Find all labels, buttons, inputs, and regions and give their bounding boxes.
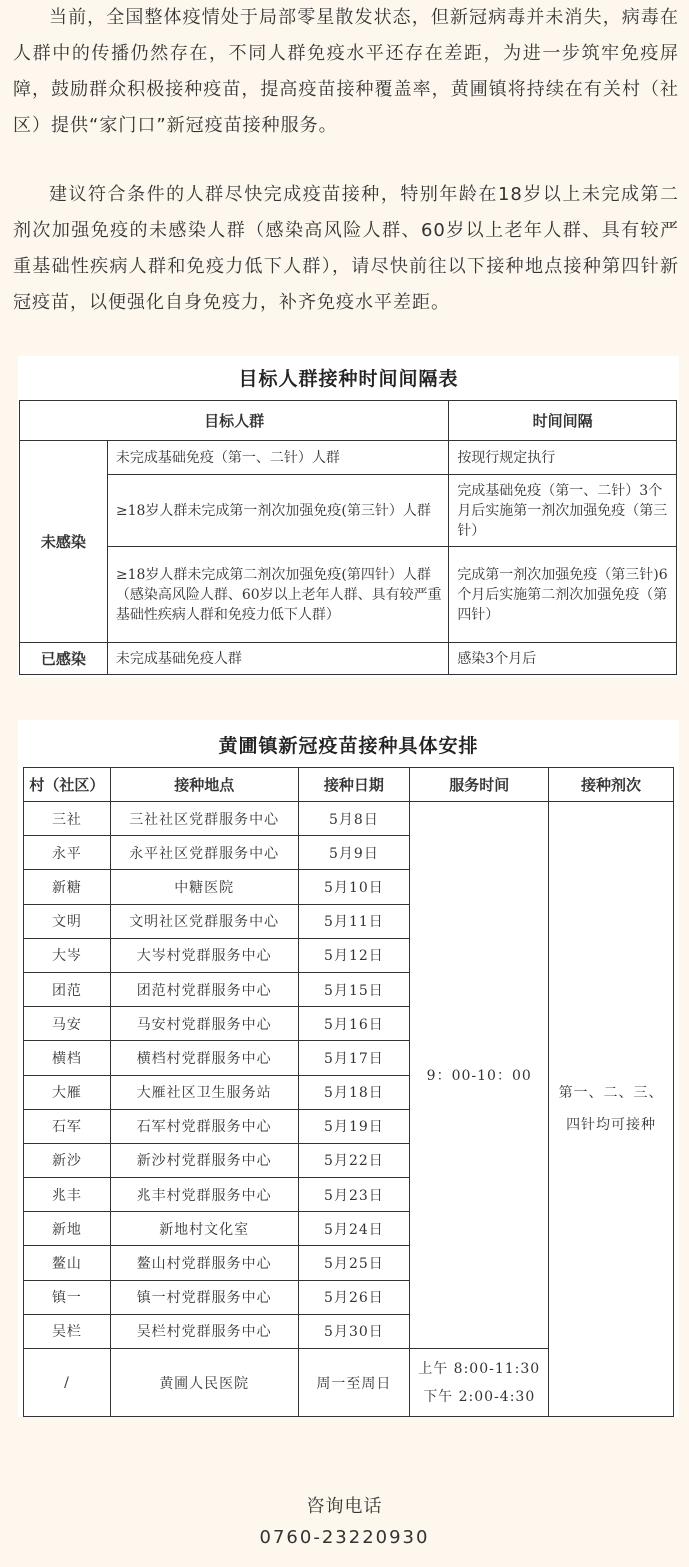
location-cell: 文明社区党群服务中心	[110, 904, 298, 938]
village-cell: 大雁	[24, 1075, 111, 1109]
village-cell: 三社	[24, 802, 111, 836]
date-cell: 周一至周日	[298, 1349, 410, 1417]
header-village: 村（社区）	[24, 768, 111, 802]
interval-cell: 按现行规定执行	[449, 441, 677, 475]
interval-table	[19, 400, 677, 675]
village-cell: 新地	[24, 1212, 111, 1246]
date-cell: 5月17日	[298, 1041, 410, 1075]
village-cell: 马安	[24, 1007, 111, 1041]
schedule-table	[23, 767, 674, 1417]
date-cell: 5月16日	[298, 1007, 410, 1041]
village-cell: 镇一	[24, 1280, 111, 1314]
interval-table-title: 目标人群接种时间间隔表	[238, 368, 459, 390]
header-service-time: 服务时间	[410, 768, 549, 802]
contact-label: 咨询电话	[306, 1496, 383, 1517]
village-cell: 新沙	[24, 1143, 111, 1177]
hours-pm: 下午 2:00-4:30	[423, 1388, 536, 1405]
location-cell: 石军村党群服务中心	[110, 1109, 298, 1143]
village-cell: 团范	[24, 972, 111, 1006]
village-cell: 大岑	[24, 938, 111, 972]
date-cell: 5月30日	[298, 1314, 410, 1348]
date-cell: 5月8日	[298, 802, 410, 836]
uninfected-label: 未感染	[20, 441, 108, 643]
advice-paragraph: 建议符合条件的人群尽快完成疫苗接种，特别年龄在18岁以上未完成第二剂次加强免疫的未感染人群（感染高风险人群、60岁以上老年人群、具有较严重基础性疾病人群和免疫力低下人群），请尽快前往以下接种地点接种第四针新冠疫苗，以便强化自身免疫力，补齐免疫水平差距。	[13, 184, 679, 313]
intro-paragraph: 当前，全国整体疫情处于局部零星散发状态，但新冠病毒并未消失，病毒在人群中的传播仍然存在，不同人群免疫水平还存在差距，为进一步筑牢免疫屏障，鼓励群众积极接种疫苗，提高疫苗接种覆盖率，黄圃镇将持续在有关村（社区）提供“家门口”新冠疫苗接种服务。	[13, 7, 679, 136]
doses-cell: 第一、二、三、四针均可接种	[549, 802, 674, 1417]
location-cell: 三社社区党群服务中心	[110, 802, 298, 836]
header-date: 接种日期	[298, 768, 410, 802]
target-group-cell: ≥18岁人群未完成第一剂次加强免疫(第三针）人群	[107, 475, 448, 547]
interval-cell: 完成第一剂次加强免疫（第三针)6个月后实施第二剂次加强免疫（第四针）	[449, 547, 677, 643]
date-cell: 5月15日	[298, 972, 410, 1006]
target-group-cell: ≥18岁人群未完成第二剂次加强免疫(第四针）人群（感染高风险人群、60岁以上老年人群、具有较严重基础性疾病人群和免疫力低下人群）	[107, 547, 448, 643]
date-cell: 5月9日	[298, 836, 410, 870]
village-cell: 石军	[24, 1109, 111, 1143]
location-cell: 新沙村党群服务中心	[110, 1143, 298, 1177]
location-cell: 大雁社区卫生服务站	[110, 1075, 298, 1109]
header-doses: 接种剂次	[549, 768, 674, 802]
village-cell: 兆丰	[24, 1178, 111, 1212]
location-cell: 黄圃人民医院	[110, 1349, 298, 1417]
location-cell: 永平社区党群服务中心	[110, 836, 298, 870]
schedule-table-card	[18, 720, 679, 1417]
table-row	[24, 802, 674, 836]
location-cell: 中糖医院	[110, 870, 298, 904]
date-cell: 5月12日	[298, 938, 410, 972]
header-target-group: 目标人群	[20, 401, 449, 441]
hours-am: 上午 8:00-11:30	[418, 1360, 541, 1377]
interval-table-card	[18, 356, 679, 678]
date-cell: 5月23日	[298, 1178, 410, 1212]
target-group-cell: 未完成基础免疫（第一、二针）人群	[107, 441, 448, 475]
date-cell: 5月24日	[298, 1212, 410, 1246]
village-cell: 鳌山	[24, 1246, 111, 1280]
location-cell: 团范村党群服务中心	[110, 972, 298, 1006]
date-cell: 5月22日	[298, 1143, 410, 1177]
header-location: 接种地点	[110, 768, 298, 802]
date-cell: 5月10日	[298, 870, 410, 904]
schedule-table-title: 黄圃镇新冠疫苗接种具体安排	[218, 735, 479, 757]
location-cell: 鳌山村党群服务中心	[110, 1246, 298, 1280]
location-cell: 新地村文化室	[110, 1212, 298, 1246]
location-cell: 马安村党群服务中心	[110, 1007, 298, 1041]
date-cell: 5月11日	[298, 904, 410, 938]
date-cell: 5月19日	[298, 1109, 410, 1143]
interval-cell: 完成基础免疫（第一、二针）3个月后实施第一剂次加强免疫（第三针）	[449, 475, 677, 547]
header-interval: 时间间隔	[449, 401, 677, 441]
village-cell: 吴栏	[24, 1314, 111, 1348]
village-cell: /	[24, 1349, 111, 1417]
location-cell: 兆丰村党群服务中心	[110, 1178, 298, 1212]
village-cell: 文明	[24, 904, 111, 938]
date-cell: 5月18日	[298, 1075, 410, 1109]
village-cell: 永平	[24, 836, 111, 870]
contact-phone: 0760-23220930	[259, 1527, 430, 1548]
target-group-cell: 未完成基础免疫人群	[107, 643, 448, 675]
hospital-hours-cell	[410, 1349, 549, 1417]
infected-label: 已感染	[20, 643, 108, 675]
service-time-cell: 9：00-10：00	[410, 802, 549, 1349]
village-cell: 横档	[24, 1041, 111, 1075]
village-cell: 新糖	[24, 870, 111, 904]
location-cell: 镇一村党群服务中心	[110, 1280, 298, 1314]
location-cell: 吴栏村党群服务中心	[110, 1314, 298, 1348]
location-cell: 大岑村党群服务中心	[110, 938, 298, 972]
date-cell: 5月25日	[298, 1246, 410, 1280]
date-cell: 5月26日	[298, 1280, 410, 1314]
interval-cell: 感染3个月后	[449, 643, 677, 675]
location-cell: 横档村党群服务中心	[110, 1041, 298, 1075]
